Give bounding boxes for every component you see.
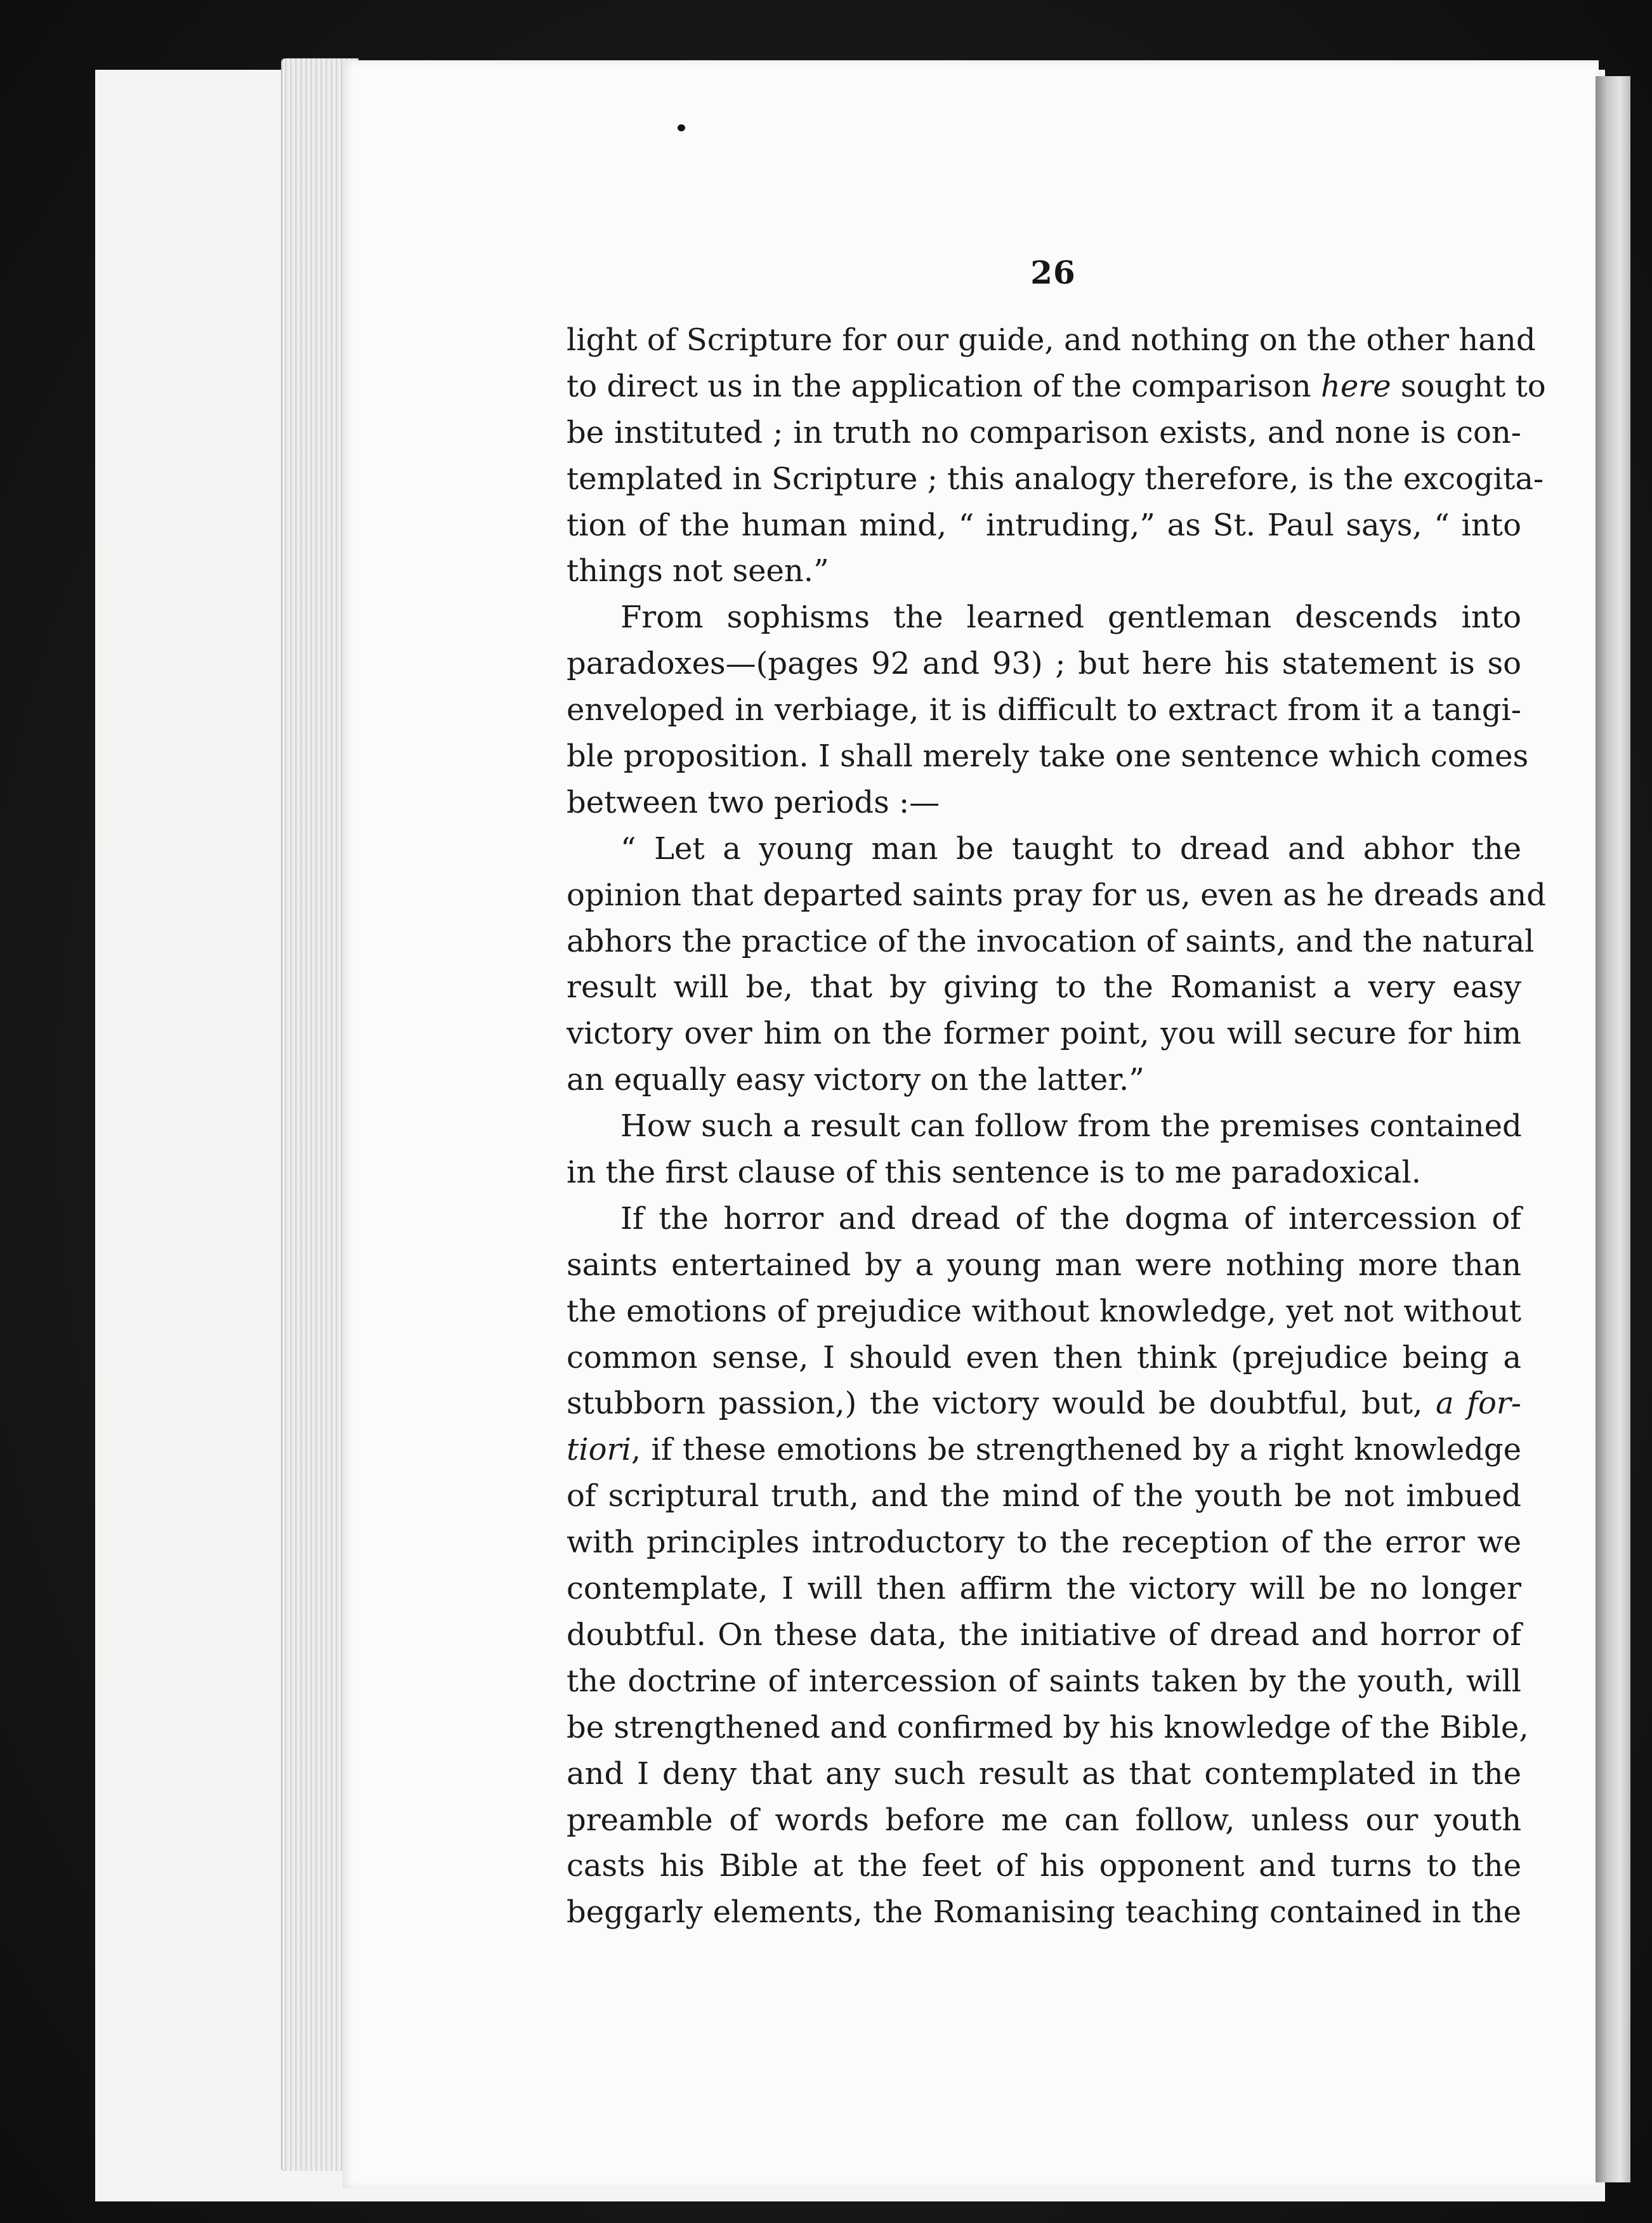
text-line: preamble of words before me can follow, unless our youth bbox=[567, 1802, 1521, 1838]
text-line: be instituted ; in truth no comparison exists, and none is con- bbox=[567, 414, 1521, 450]
text-line: the doctrine of intercession of saints taken by the youth, will bbox=[567, 1663, 1521, 1699]
text-line: abhors the practice of the invocation of saints, and the natural bbox=[567, 923, 1535, 959]
text-line: doubtful. On these data, the initiative of dread and horror of bbox=[567, 1616, 1521, 1653]
text-line: things not seen.” bbox=[567, 553, 829, 589]
text-line: in the first clause of this sentence is to me paradoxical. bbox=[567, 1155, 1421, 1191]
text-line: the emotions of prejudice without knowledge, yet not without bbox=[567, 1293, 1521, 1329]
text-line: contemplate, I will then affirm the victory will be no longer bbox=[567, 1571, 1521, 1607]
text-line: From sophisms the learned gentleman descends into bbox=[620, 600, 1521, 636]
text-line: casts his Bible at the feet of his opponent and turns to the bbox=[567, 1848, 1521, 1884]
text-line: of scriptural truth, and the mind of the youth be not imbued bbox=[567, 1478, 1521, 1514]
text-line: and I deny that any such result as that contemplated in the bbox=[567, 1755, 1521, 1792]
text-line: ble proposition. I shall merely take one sentence which comes bbox=[567, 738, 1529, 775]
text-line: light of Scripture for our guide, and nothing on the other hand bbox=[567, 322, 1536, 358]
text-line: result will be, that by giving to the Romanist a very easy bbox=[567, 969, 1521, 1006]
text-line: tion of the human mind, “ intruding,” as St. Paul says, “ into bbox=[567, 507, 1521, 543]
text-line: enveloped in verbiage, it is difficult to extract from it a tangi- bbox=[567, 692, 1521, 728]
text-line: between two periods :— bbox=[567, 784, 940, 820]
facing-page-gutter bbox=[1596, 76, 1630, 2182]
text-line: paradoxes—(pages 92 and 93) ; but here his statement is so bbox=[567, 646, 1521, 682]
text-line: “ Let a young man be taught to dread and abhor the bbox=[620, 830, 1521, 867]
text-line: victory over him on the former point, you will secure for him bbox=[567, 1016, 1521, 1052]
text-line: tiori, if these emotions be strengthened by a right knowledge bbox=[567, 1432, 1521, 1468]
text-line: If the horror and dread of the dogma of intercession of bbox=[620, 1200, 1521, 1236]
text-line: to direct us in the application of the comparison here sought to bbox=[567, 368, 1546, 404]
page-number: 26 bbox=[1030, 254, 1076, 291]
text-line: common sense, I should even then think (prejudice being a bbox=[567, 1339, 1521, 1375]
text-line: templated in Scripture ; this analogy therefore, is the excogita- bbox=[567, 461, 1544, 497]
text-line: be strengthened and confirmed by his knowledge of the Bible, bbox=[567, 1709, 1529, 1745]
ink-speck bbox=[678, 124, 685, 131]
body-text bbox=[567, 317, 1546, 1936]
text-line: opinion that departed saints pray for us, even as he dreads and bbox=[567, 877, 1546, 913]
text-line: How such a result can follow from the premises contained bbox=[620, 1108, 1522, 1144]
text-line: with principles introductory to the reception of the error we bbox=[567, 1525, 1521, 1561]
text-line: saints entertained by a young man were nothing more than bbox=[567, 1247, 1521, 1283]
text-line: an equally easy victory on the latter.” bbox=[567, 1062, 1144, 1098]
text-line: beggarly elements, the Romanising teaching contained in the bbox=[567, 1894, 1521, 1931]
text-line: stubborn passion,) the victory would be doubtful, but, a for- bbox=[567, 1386, 1522, 1422]
